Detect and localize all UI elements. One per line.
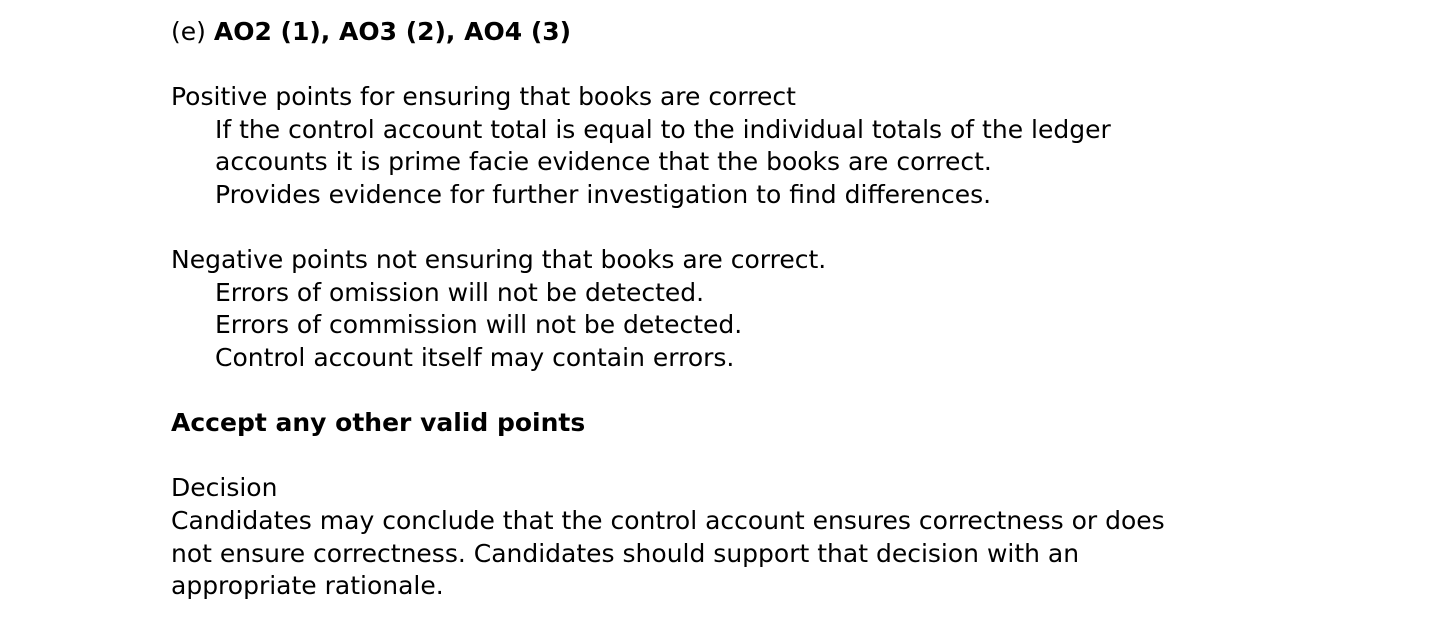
negative-point-line: Errors of omission will not be detected. [215, 277, 705, 307]
spacer [171, 212, 1371, 245]
positive-point-line: accounts it is prime facie evidence that the books are correct. [215, 147, 992, 177]
positive-points-heading: Positive points for ensuring that books are correct [171, 82, 796, 112]
assessment-objectives: AO2 (1), AO3 (2), AO4 (3) [213, 17, 572, 46]
positive-points-block [171, 81, 1371, 211]
negative-point-line: Control account itself may contain errors. [215, 342, 735, 372]
spacer [171, 375, 1371, 408]
decision-line: not ensure correctness. Candidates should support that decision with an [171, 538, 1080, 568]
question-heading [171, 16, 1371, 49]
negative-points-block [171, 244, 1371, 374]
question-prefix: (e) [171, 17, 206, 46]
spacer [171, 49, 1371, 82]
mark-scheme-section [171, 16, 1371, 603]
negative-points-heading: Negative points not ensuring that books are correct. [171, 245, 827, 275]
negative-point-line: Errors of commission will not be detected. [215, 310, 743, 340]
positive-point-line: If the control account total is equal to the individual totals of the ledger [215, 114, 1111, 144]
decision-line: Candidates may conclude that the control account ensures correctness or does [171, 505, 1165, 535]
decision-heading: Decision [171, 473, 278, 503]
positive-point-line: Provides evidence for further investigation to find differences. [215, 179, 992, 209]
decision-block [171, 472, 1371, 602]
accept-note: Accept any other valid points [171, 408, 586, 438]
decision-line: appropriate rationale. [171, 571, 444, 601]
spacer [171, 440, 1371, 473]
